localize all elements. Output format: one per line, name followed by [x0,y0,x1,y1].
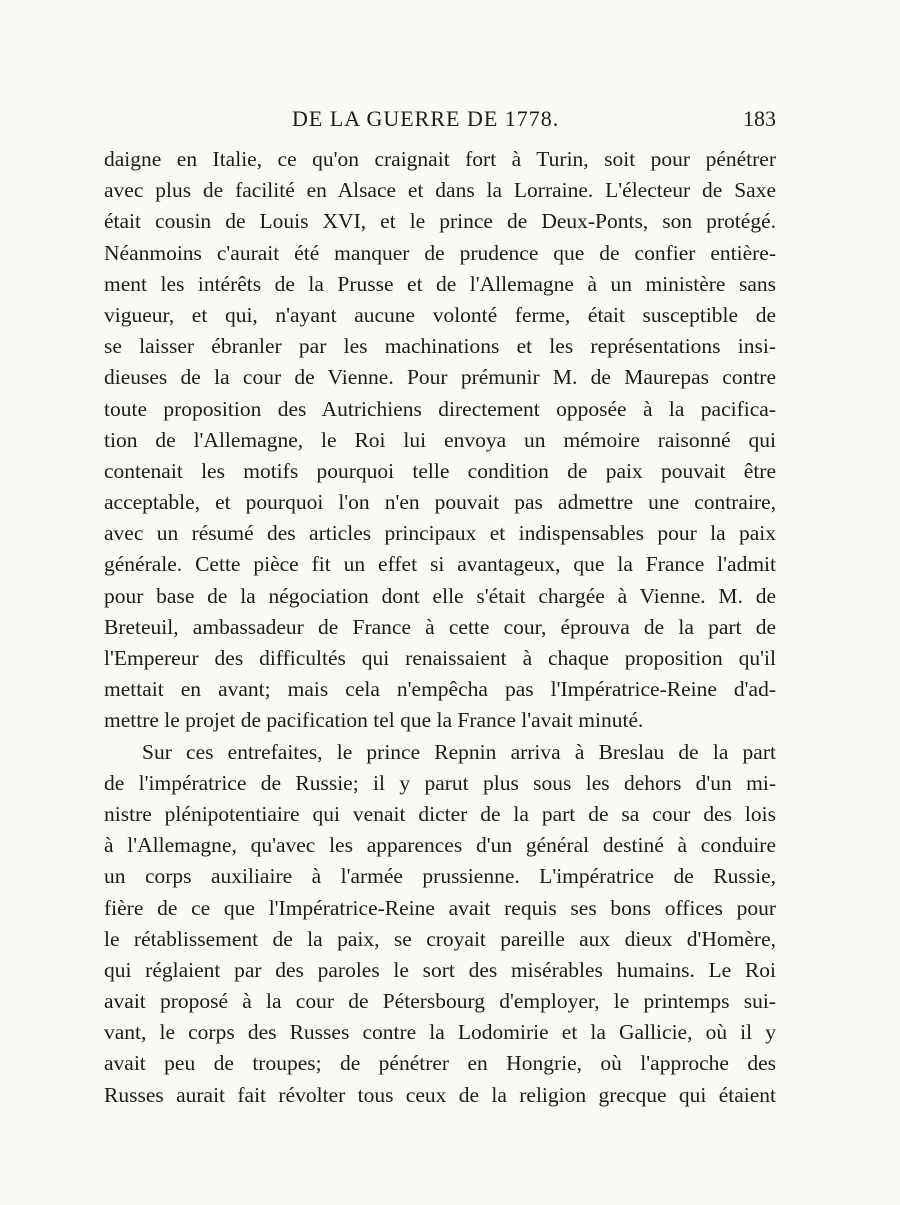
text-line: générale. Cette pièce fit un effet si avantageux, que la France l'admit [104,552,776,577]
text-line: le rétablissement de la paix, se croyait pareille aux dieux d'Homère, [104,926,776,951]
text-line: avait peu de troupes; de pénétrer en Hongrie, où l'approche des [104,1051,776,1076]
text-line: avec plus de facilité en Alsace et dans la Lorraine. L'électeur de Saxe [104,178,776,203]
body-text [104,144,776,1111]
text-line: contenait les motifs pourquoi telle condition de paix pouvait être [104,458,776,483]
text-line: mettre le projet de pacification tel que la France l'avait minuté. [104,708,644,733]
paragraph [104,144,776,737]
text-line: à l'Allemagne, qu'avec les apparences d'un général destiné à conduire [104,833,776,858]
text-line: tion de l'Allemagne, le Roi lui envoya un mémoire raisonné qui [104,427,776,452]
running-title: DE LA GUERRE DE 1778. [292,106,560,131]
text-line: avait proposé à la cour de Pétersbourg d'employer, le printemps sui- [104,989,776,1014]
text-line: Breteuil, ambassadeur de France à cette cour, éprouva de la part de [104,614,776,639]
text-line: daigne en Italie, ce qu'on craignait fort à Turin, soit pour pénétrer [104,147,776,171]
text-line: nistre plénipotentiaire qui venait dicter de la part de sa cour des lois [104,801,776,826]
text-line: était cousin de Louis XVI, et le prince de Deux-Ponts, son protégé. [104,209,776,234]
text-line: vigueur, et qui, n'ayant aucune volonté ferme, était susceptible de [104,302,776,327]
text-line: un corps auxiliaire à l'armée prussienne. L'impératrice de Russie, [104,864,776,889]
paragraph [104,737,776,1111]
text-line: de l'impératrice de Russie; il y parut plus sous les dehors d'un mi- [104,770,776,795]
text-line: mettait en avant; mais cela n'empêcha pas l'Impératrice-Reine d'ad- [104,677,776,702]
text-line: fière de ce que l'Impératrice-Reine avait requis ses bons offices pour [104,895,776,920]
text-line: Russes aurait fait révolter tous ceux de la religion grecque qui étaient [104,1082,776,1107]
text-line: toute proposition des Autrichiens directement opposée à la pacifica- [104,396,776,421]
text-line: ment les intérêts de la Prusse et de l'Allemagne à un ministère sans [104,271,776,296]
page-header [104,106,776,136]
text-line: vant, le corps des Russes contre la Lodomirie et la Gallicie, où il y [104,1020,776,1045]
text-line: qui réglaient par des paroles le sort des misérables humains. Le Roi [104,957,776,982]
text-line: Sur ces entrefaites, le prince Repnin arriva à Breslau de la part [142,739,776,764]
text-line: pour base de la négociation dont elle s'était chargée à Vienne. M. de [104,583,776,608]
text-line: avec un résumé des articles principaux et indispensables pour la paix [104,521,776,546]
page-number: 183 [743,106,776,131]
text-line: dieuses de la cour de Vienne. Pour prémunir M. de Maurepas contre [104,365,776,390]
text-line: acceptable, et pourquoi l'on n'en pouvait pas admettre une contraire, [104,490,776,515]
text-line: se laisser ébranler par les machinations et les représentations insi- [104,334,776,359]
text-line: l'Empereur des difficultés qui renaissaient à chaque proposition qu'il [104,646,776,670]
text-line: Néanmoins c'aurait été manquer de prudence que de confier entière- [104,240,776,265]
